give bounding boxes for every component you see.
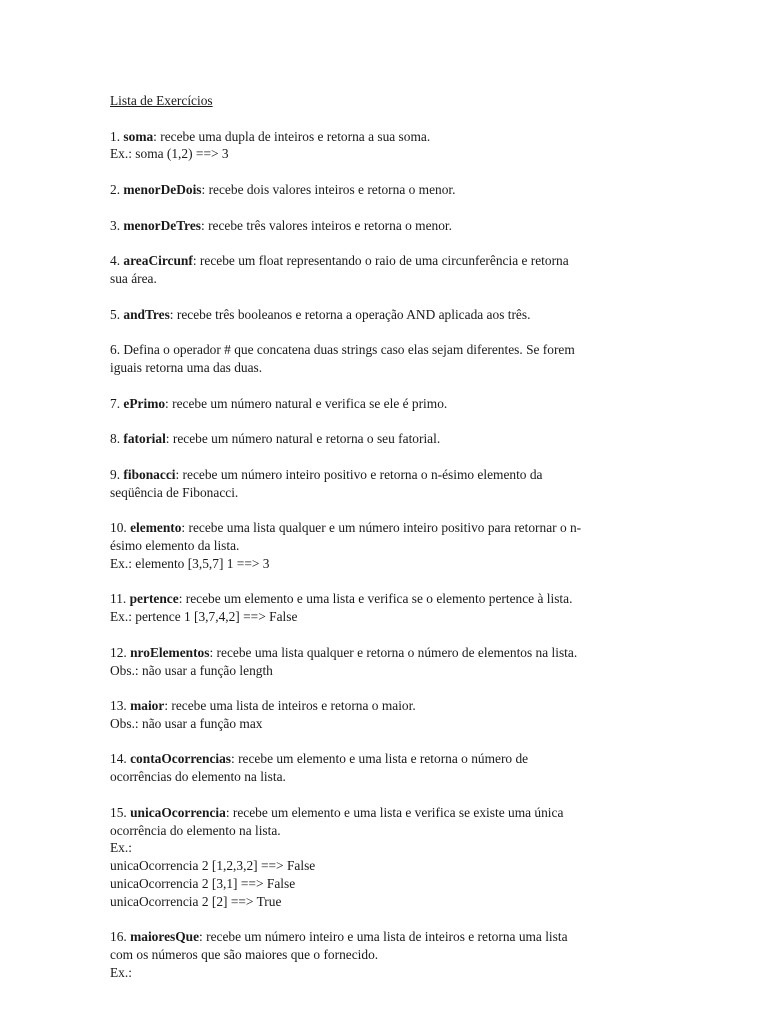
exercise-number: 7. <box>110 395 121 411</box>
exercise-9 <box>110 466 650 502</box>
exercise-11-line-1 <box>110 590 650 608</box>
function-name: unicaOcorrencia <box>130 804 226 820</box>
exercise-description-continued: com os números que são maiores que o fornecido. <box>110 947 379 963</box>
exercise-number: 3. <box>110 217 121 233</box>
exercise-example: Ex.: soma (1,2) ==> 3 <box>110 146 229 162</box>
exercise-description: : recebe dois valores inteiros e retorna o menor. <box>201 181 456 197</box>
exercise-example: Ex.: pertence 1 [3,7,4,2] ==> False <box>110 609 298 625</box>
exercise-14-line-1 <box>110 750 650 768</box>
function-name: soma <box>123 128 154 144</box>
function-name: maior <box>130 698 165 714</box>
exercise-description: : recebe uma lista de inteiros e retorna o maior. <box>164 698 416 714</box>
exercise-description: : recebe uma lista qualquer e um número inteiro positivo para retornar o n- <box>181 520 582 536</box>
exercise-4 <box>110 252 650 288</box>
exercise-1 <box>110 128 650 164</box>
exercise-number: 2. <box>110 181 121 197</box>
exercise-description: : recebe um número inteiro e uma lista de inteiros e retorna uma lista <box>199 929 568 945</box>
function-name: menorDeTres <box>123 217 201 233</box>
exercise-10-line-1 <box>110 519 650 537</box>
exercise-description: : recebe um número natural e verifica se ele é primo. <box>165 395 448 411</box>
exercise-description: : recebe um elemento e uma lista e verifica se o elemento pertence à lista. <box>178 591 573 607</box>
exercise-description-continued: sua área. <box>110 270 157 286</box>
exercise-4-line-1 <box>110 252 650 270</box>
exercise-description: : recebe três booleanos e retorna a operação AND aplicada aos três. <box>169 306 531 322</box>
exercise-6 <box>110 341 650 377</box>
exercise-number: 15. <box>110 804 127 820</box>
exercise-16 <box>110 928 650 981</box>
exercise-note: Obs.: não usar a função max <box>110 715 263 731</box>
exercise-description-continued: ocorrências do elemento na lista. <box>110 769 286 785</box>
exercise-number: 11. <box>110 591 127 607</box>
function-name: menorDeDois <box>123 181 202 197</box>
exercise-10 <box>110 519 650 572</box>
exercise-11 <box>110 590 650 626</box>
exercise-number: 4. <box>110 253 121 269</box>
exercise-16-line-1 <box>110 928 650 946</box>
exercise-description: : recebe uma lista qualquer e retorna o número de elementos na lista. <box>209 644 578 660</box>
function-name: contaOcorrencias <box>130 751 232 767</box>
exercise-number: 10. <box>110 520 127 536</box>
exercise-5-line-1 <box>110 306 650 324</box>
exercise-number: 13. <box>110 698 127 714</box>
exercise-description-continued: ésimo elemento da lista. <box>110 537 240 553</box>
exercise-description-continued: ocorrência do elemento na lista. <box>110 822 281 838</box>
exercise-15-line-1 <box>110 804 650 822</box>
document-page <box>110 92 650 1000</box>
exercise-example: Ex.: elemento [3,5,7] 1 ==> 3 <box>110 555 270 571</box>
page-title: Lista de Exercícios <box>110 93 213 108</box>
exercise-13-line-1 <box>110 697 650 715</box>
exercise-1-line-1 <box>110 128 650 146</box>
function-name: areaCircunf <box>123 253 193 269</box>
exercise-description: : recebe uma dupla de inteiros e retorna a sua soma. <box>153 128 431 144</box>
exercise-description: : recebe um elemento e uma lista e retorna o número de <box>231 751 529 767</box>
exercise-5 <box>110 306 650 324</box>
exercise-number: 12. <box>110 644 127 660</box>
exercise-description-continued: seqüência de Fibonacci. <box>110 484 239 500</box>
function-name: ePrimo <box>123 395 166 411</box>
exercise-description: : recebe um elemento e uma lista e verifica se existe uma única <box>225 804 564 820</box>
exercise-description: : recebe um número natural e retorna o seu fatorial. <box>165 431 441 447</box>
exercise-example: unicaOcorrencia 2 [2] ==> True <box>110 893 282 909</box>
function-name: elemento <box>130 520 182 536</box>
exercise-description-continued: iguais retorna uma das duas. <box>110 359 263 375</box>
exercise-number: 14. <box>110 751 127 767</box>
exercise-number: 1. <box>110 128 121 144</box>
function-name: andTres <box>123 306 170 322</box>
exercise-description: : recebe um float representando o raio de uma circunferência e retorna <box>192 253 569 269</box>
exercise-number: 8. <box>110 431 121 447</box>
exercise-example-label: Ex.: <box>110 840 132 856</box>
exercise-number: 9. <box>110 466 121 482</box>
exercise-3-line-1 <box>110 217 650 235</box>
exercise-3 <box>110 217 650 235</box>
exercise-description: 6. Defina o operador # que concatena duas strings caso elas sejam diferentes. Se forem <box>110 342 575 358</box>
exercise-description: : recebe um número inteiro positivo e retorna o n-ésimo elemento da <box>175 466 543 482</box>
exercise-example: unicaOcorrencia 2 [3,1] ==> False <box>110 876 296 892</box>
function-name: pertence <box>129 591 179 607</box>
exercise-number: 5. <box>110 306 121 322</box>
function-name: nroElementos <box>130 644 210 660</box>
function-name: maioresQue <box>130 929 200 945</box>
exercise-9-line-1 <box>110 466 650 484</box>
exercise-note: Obs.: não usar a função length <box>110 662 273 678</box>
exercise-8 <box>110 430 650 448</box>
exercise-example: unicaOcorrencia 2 [1,2,3,2] ==> False <box>110 858 316 874</box>
function-name: fibonacci <box>123 466 176 482</box>
exercise-2 <box>110 181 650 199</box>
exercise-15 <box>110 804 650 911</box>
exercise-description: : recebe três valores inteiros e retorna o menor. <box>201 217 452 233</box>
exercise-7-line-1 <box>110 395 650 413</box>
exercise-example-label: Ex.: <box>110 965 132 981</box>
exercise-8-line-1 <box>110 430 650 448</box>
function-name: fatorial <box>123 431 166 447</box>
exercise-7 <box>110 395 650 413</box>
exercise-number: 16. <box>110 929 127 945</box>
exercise-13 <box>110 697 650 733</box>
exercise-12-line-1 <box>110 644 650 662</box>
exercise-2-line-1 <box>110 181 650 199</box>
exercise-12 <box>110 644 650 680</box>
exercise-14 <box>110 750 650 786</box>
